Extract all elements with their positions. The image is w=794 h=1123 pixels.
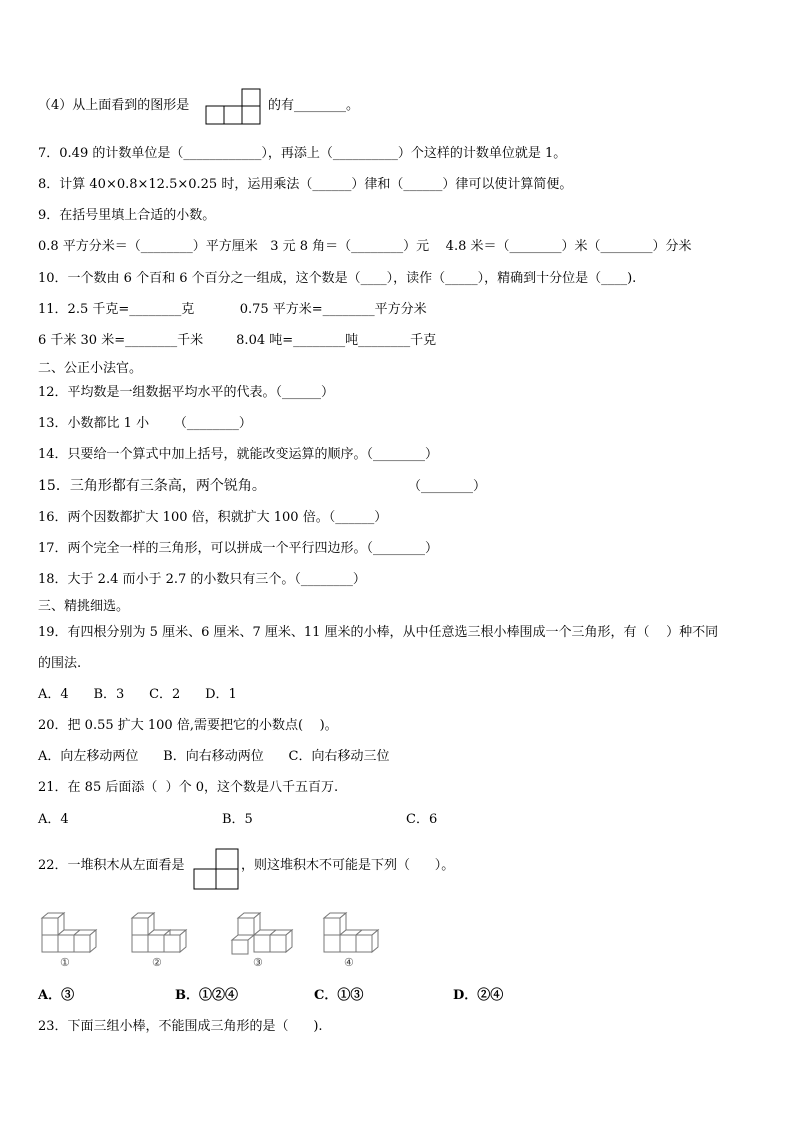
question-20: 20．把 0.55 扩大 100 倍,需要把它的小数点( )。 xyxy=(38,718,338,733)
section-3-title: 三、精挑细选。 xyxy=(38,599,130,614)
question-16: 16．两个因数都扩大 100 倍，积就扩大 100 倍。（______） xyxy=(38,510,388,525)
question-7: 7．0.49 的计数单位是（____________），再添上（__________）个这样的计数单位就是 1。 xyxy=(38,146,567,161)
question-19-b: 的围法. xyxy=(38,656,82,671)
q4-prefix: （4）从上面看到的图形是 xyxy=(38,98,190,113)
question-23: 23．下面三组小棒，不能围成三角形的是（ ). xyxy=(38,1019,323,1034)
question-19-a: 19．有四根分别为 5 厘米、6 厘米、7 厘米、11 厘米的小棒，从中任意选三根小棒围成一个三角形，有（ ）种不同 xyxy=(38,625,719,640)
question-19-options: A．4 B．3 C．2 D．1 xyxy=(38,687,237,702)
question-9-line: 0.8 平方分米＝（________）平方厘米 3 元 8 角＝（________）元 4.8 米＝（________）米（________）分米 xyxy=(38,239,692,254)
section-2-title: 二、公正小法官。 xyxy=(38,361,143,376)
question-15-blank: （________） xyxy=(408,479,487,494)
question-21: 21．在 85 后面添（ ）个 0，这个数是八千五百万. xyxy=(38,780,339,795)
question-9: 9．在括号里填上合适的小数。 xyxy=(38,208,216,223)
question-12: 12．平均数是一组数据平均水平的代表。（______） xyxy=(38,385,335,400)
question-22-option-a: A．③ xyxy=(38,988,75,1003)
cube-figure-1 xyxy=(38,910,102,968)
left-view-figure-icon xyxy=(193,847,239,891)
question-21-option-a: A．4 xyxy=(38,812,69,827)
q4-suffix: 的有________。 xyxy=(268,98,360,113)
question-18: 18．大于 2.4 而小于 2.7 的小数只有三个。（________） xyxy=(38,572,366,587)
question-22-prefix: 22．一堆积木从左面看是 xyxy=(38,858,185,873)
figure-2-caption: ② xyxy=(152,956,162,968)
question-21-option-b: B．5 xyxy=(222,812,253,827)
cube-figure-4 xyxy=(320,910,386,968)
cube-figure-3 xyxy=(228,910,294,968)
question-15: 15．三角形都有三条高，两个锐角。 xyxy=(38,478,266,494)
figure-4-caption: ④ xyxy=(344,956,354,968)
question-17: 17．两个完全一样的三角形，可以拼成一个平行四边形。（________） xyxy=(38,541,439,556)
question-22-suffix: ，则这堆积木不可能是下列（ ）。 xyxy=(241,858,455,873)
cube-figure-2 xyxy=(128,910,196,968)
question-22-option-d: D．②④ xyxy=(453,988,504,1003)
question-11-a: 11．2.5 千克=________克 0.75 平方米=________平方分米 xyxy=(38,302,427,317)
top-view-figure-icon xyxy=(205,88,263,126)
question-13: 13．小数都比 1 小 （________） xyxy=(38,416,252,431)
question-22-option-c: C．①③ xyxy=(314,988,364,1003)
question-11-b: 6 千米 30 米=________千米 8.04 吨=________吨________千克 xyxy=(38,333,437,348)
question-14: 14．只要给一个算式中加上括号，就能改变运算的顺序。（________） xyxy=(38,447,439,462)
question-22-option-b: B．①②④ xyxy=(175,988,238,1003)
question-10: 10．一个数由 6 个百和 6 个百分之一组成，这个数是（____），读作（_____），精确到十分位是（____). xyxy=(38,271,637,286)
figure-1-caption: ① xyxy=(60,956,70,968)
figure-3-caption: ③ xyxy=(253,956,263,968)
question-8: 8．计算 40×0.8×12.5×0.25 时，运用乘法（______）律和（______）律可以使计算简便。 xyxy=(38,177,573,192)
question-21-option-c: C．6 xyxy=(406,812,438,827)
question-20-options: A．向左移动两位 B．向右移动两位 C．向右移动三位 xyxy=(38,749,390,764)
